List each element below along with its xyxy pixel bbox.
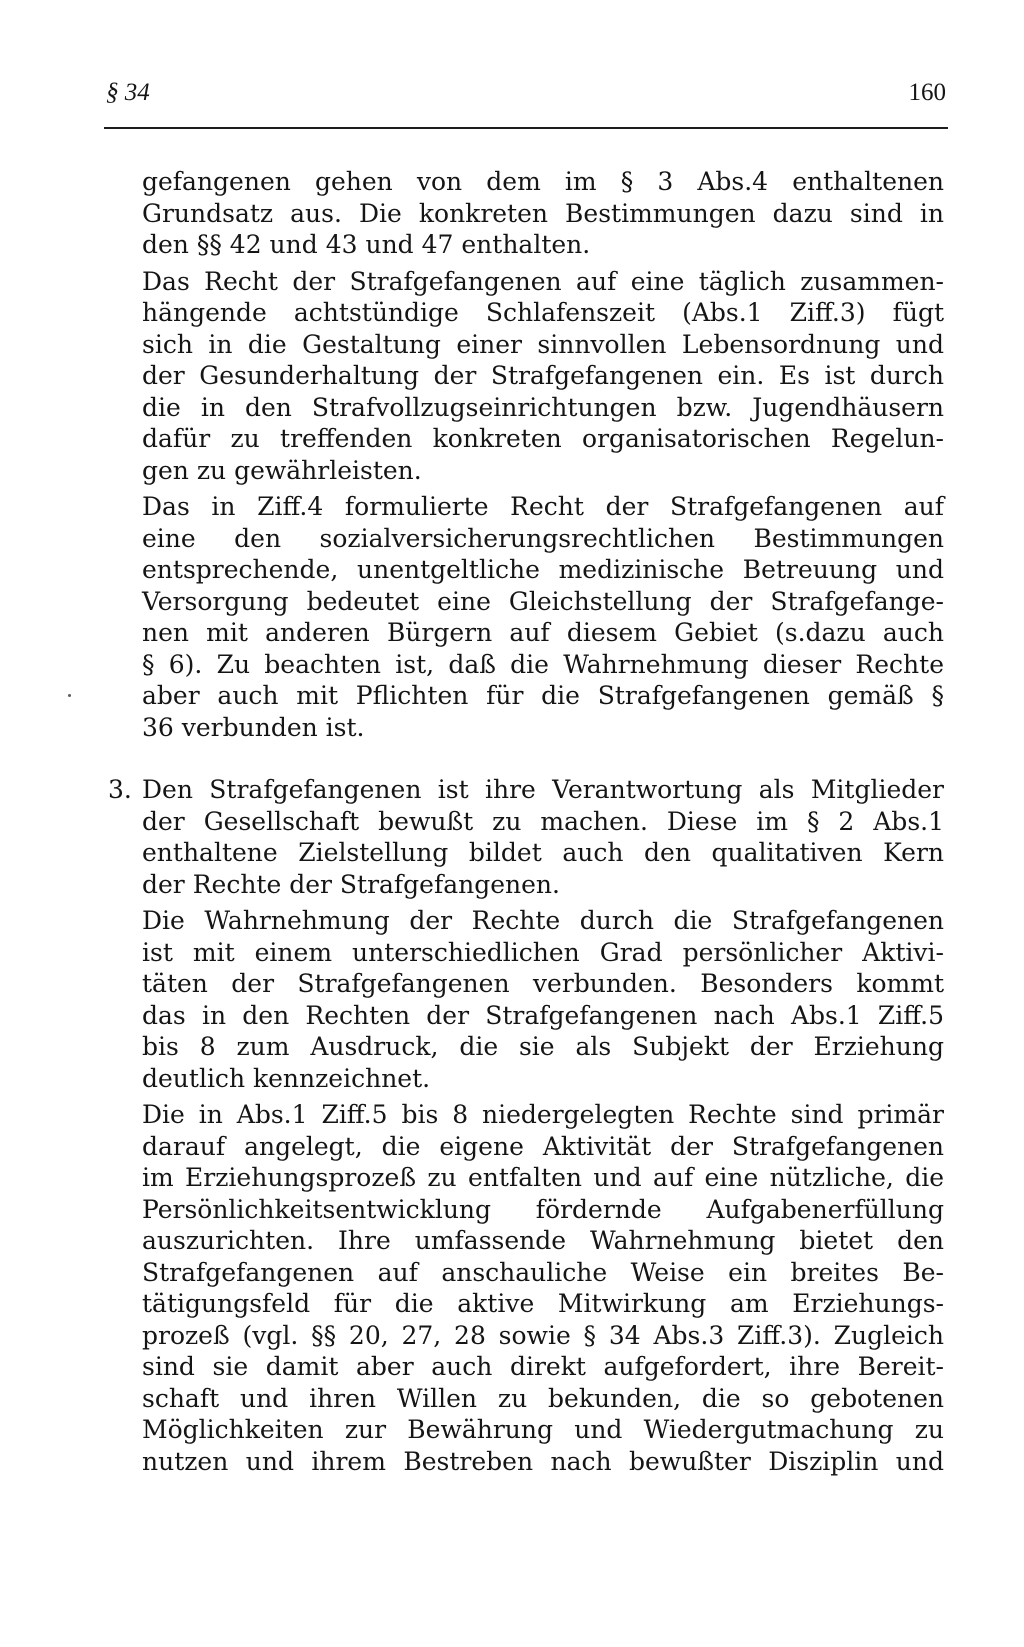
text-line: darauf angelegt, die eigene Aktivität der Strafgefangenen (142, 1131, 944, 1161)
text-line: eine den sozialversicherungsrechtlichen Bestimmungen (142, 523, 944, 553)
text-line: gen zu gewährleisten. (142, 455, 422, 485)
text-line: der Rechte der Strafgefangenen. (142, 869, 560, 899)
text-line: dafür zu treffenden konkreten organisatorischen Regelun- (142, 424, 944, 453)
text-line: nen mit anderen Bürgern auf diesem Gebiet (s.dazu auch (142, 618, 944, 647)
section-gap (142, 743, 944, 774)
page-number: 160 (908, 79, 946, 106)
text-line: prozeß (vgl. §§ 20, 27, 28 sowie § 34 Abs.3 Ziff.3). Zugleich (142, 1320, 944, 1350)
text-line: aber auch mit Pflichten für die Strafgefangenen gemäß § (142, 681, 944, 710)
text-line: hängende achtstündige Schlafenszeit (Abs.1 Ziff.3) fügt (142, 298, 944, 327)
text-line: im Erziehungsprozeß zu entfalten und auf eine nützliche, die (142, 1163, 944, 1192)
text-line: ist mit einem unterschiedlichen Grad persönlicher Aktivi- (142, 937, 944, 967)
text-line: Möglichkeiten zur Bewährung und Wiedergutmachung zu (142, 1415, 944, 1444)
text-line: entsprechende, unentgeltliche medizinische Betreuung und (142, 555, 944, 584)
numbered-item-3 (108, 774, 944, 1477)
text-line: der Gesellschaft bewußt zu machen. Diese im § 2 Abs.1 (142, 806, 944, 836)
text-line: das in den Rechten der Strafgefangenen nach Abs.1 Ziff.5 (142, 1000, 944, 1030)
paragraph-3 (142, 491, 944, 743)
text-line: Versorgung bedeutet eine Gleichstellung der Strafgefange- (142, 586, 944, 616)
text-line: schaft und ihren Willen zu bekunden, die so gebotenen (142, 1383, 944, 1413)
text-line: Grundsatz aus. Die konkreten Bestimmungen dazu sind in (142, 198, 944, 228)
text-line: deutlich kennzeichnet. (142, 1063, 431, 1093)
paragraph-1 (142, 166, 944, 261)
item-3-paragraph-2 (142, 905, 944, 1094)
body-text (108, 166, 944, 1477)
text-line: Das Recht der Strafgefangenen auf eine täglich zusammen- (142, 266, 944, 296)
text-line: Die Wahrnehmung der Rechte durch die Strafgefangenen (142, 906, 944, 935)
item-3-paragraph-3 (142, 1099, 944, 1477)
item-number: 3. (108, 775, 132, 804)
text-line: bis 8 zum Ausdruck, die sie als Subjekt der Erziehung (142, 1032, 944, 1061)
text-line: tätigungsfeld für die aktive Mitwirkung am Erziehungs- (142, 1289, 944, 1318)
text-line: Den Strafgefangenen ist ihre Verantwortung als Mitglieder (142, 775, 944, 804)
text-line: auszurichten. Ihre umfassende Wahrnehmung bietet den (142, 1226, 944, 1255)
paragraph-2 (142, 266, 944, 487)
text-line: täten der Strafgefangenen verbunden. Besonders kommt (142, 969, 944, 998)
text-line: § 6). Zu beachten ist, daß die Wahrnehmung dieser Rechte (142, 649, 944, 679)
text-line: gefangenen gehen von dem im § 3 Abs.4 enthaltenen (142, 167, 944, 196)
text-line: den §§ 42 und 43 und 47 enthalten. (142, 230, 591, 259)
page-header (106, 78, 946, 112)
text-line: 36 verbunden ist. (142, 712, 365, 742)
text-line: enthaltene Zielstellung bildet auch den qualitativen Kern (142, 838, 944, 867)
header-divider (104, 127, 948, 129)
item-3-paragraph-1 (142, 774, 944, 900)
text-line: Persönlichkeitsentwicklung fördernde Aufgabenerfüllung (142, 1194, 944, 1224)
text-line: sind sie damit aber auch direkt aufgefordert, ihre Bereit- (142, 1352, 944, 1381)
text-line: sich in die Gestaltung einer sinnvollen Lebensordnung und (142, 329, 944, 359)
text-line: Das in Ziff.4 formulierte Recht der Strafgefangenen auf (142, 492, 944, 521)
text-line: nutzen und ihrem Bestreben nach bewußter Disziplin und (142, 1446, 944, 1476)
text-line: die in den Strafvollzugseinrichtungen bzw. Jugendhäusern (142, 392, 944, 422)
scan-speck (68, 694, 71, 697)
text-line: Die in Abs.1 Ziff.5 bis 8 niedergelegten Rechte sind primär (142, 1100, 944, 1129)
text-line: Strafgefangenen auf anschauliche Weise ein breites Be- (142, 1257, 944, 1287)
text-line: der Gesunderhaltung der Strafgefangenen ein. Es ist durch (142, 361, 944, 390)
running-section-label: § 34 (106, 79, 150, 106)
